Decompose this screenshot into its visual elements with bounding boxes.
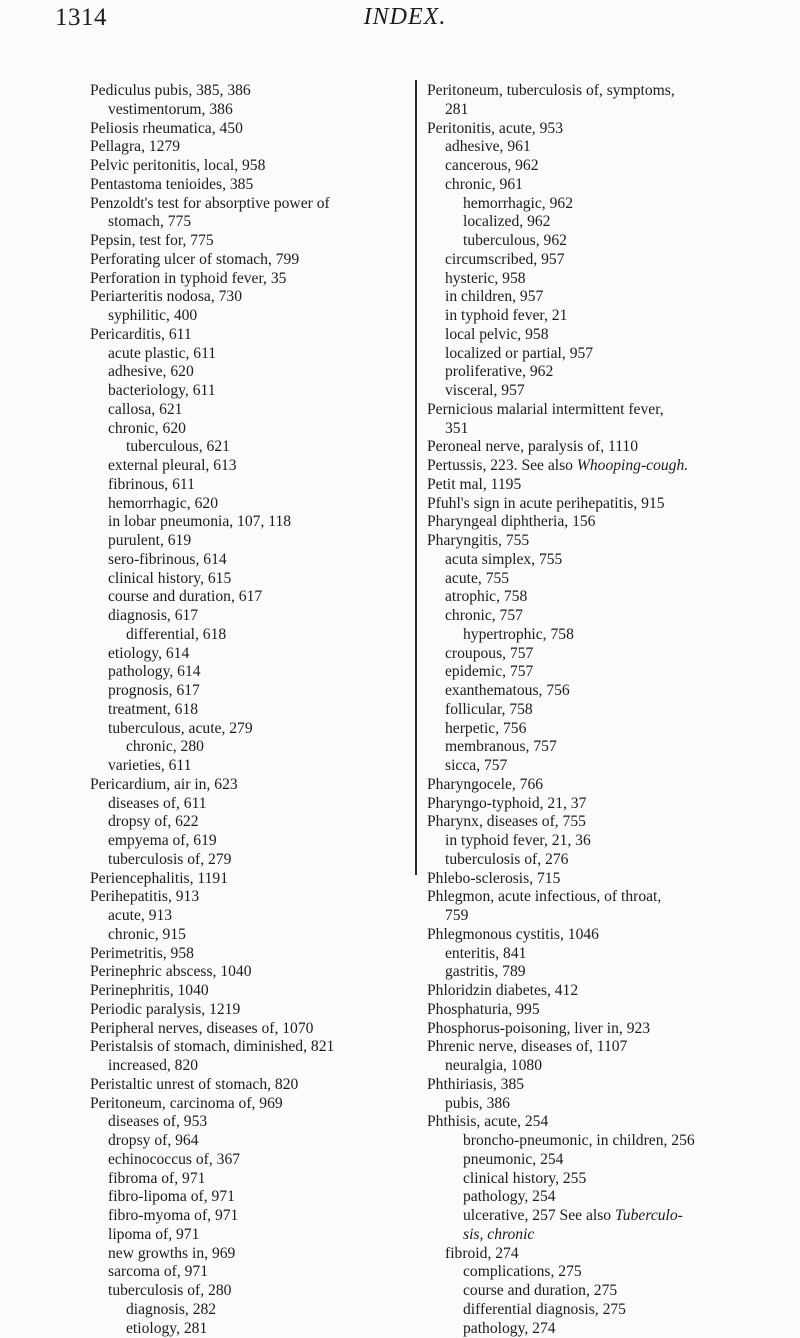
index-entry xyxy=(427,1132,757,1151)
index-entry xyxy=(90,363,420,382)
index-entry-text: acuta simplex, 755 xyxy=(445,551,562,568)
index-entry-text: lipoma of, 971 xyxy=(108,1226,199,1243)
index-entry xyxy=(90,551,420,570)
index-entry-text: clinical history, 615 xyxy=(108,570,231,587)
index-entry xyxy=(90,1188,420,1207)
index-entry-text: Peristaltic unrest of stomach, 820 xyxy=(90,1076,298,1093)
index-entry-text: Pertussis, 223. See also xyxy=(427,457,577,474)
index-entry-text: bacteriology, 611 xyxy=(108,382,216,399)
index-entry-text: purulent, 619 xyxy=(108,532,191,549)
index-entry xyxy=(90,1057,420,1076)
index-entry xyxy=(427,1245,757,1264)
index-entry xyxy=(90,570,420,589)
index-entry-text: Pharyngo-typhoid, 21, 37 xyxy=(427,795,586,812)
index-entry xyxy=(427,363,757,382)
index-entry xyxy=(427,326,757,345)
index-entry-text: neuralgia, 1080 xyxy=(445,1057,542,1074)
index-entry-text: Perihepatitis, 913 xyxy=(90,888,199,905)
index-entry-text: increased, 820 xyxy=(108,1057,198,1074)
index-entry xyxy=(427,1001,757,1020)
index-entry xyxy=(90,888,420,907)
index-entry xyxy=(90,457,420,476)
index-entry xyxy=(427,307,757,326)
index-entry xyxy=(90,720,420,739)
index-entry-text: local pelvic, 958 xyxy=(445,326,549,343)
index-entry-text: pneumonic, 254 xyxy=(463,1151,563,1168)
index-entry xyxy=(427,495,757,514)
index-entry-text: visceral, 957 xyxy=(445,382,525,399)
index-entry xyxy=(90,420,420,439)
index-entry xyxy=(427,382,757,401)
index-entry-text: chronic, 915 xyxy=(108,926,186,943)
index-entry xyxy=(427,232,757,251)
index-entry-text: Pelvic peritonitis, local, 958 xyxy=(90,157,265,174)
index-entry-text: Perinephritis, 1040 xyxy=(90,982,209,999)
index-entry xyxy=(427,926,757,945)
index-entry xyxy=(90,1038,420,1057)
index-entry xyxy=(427,832,757,851)
index-entry-text: fibrinous, 611 xyxy=(108,476,195,493)
index-entry xyxy=(90,588,420,607)
index-entry xyxy=(90,982,420,1001)
index-entry xyxy=(90,607,420,626)
index-entry xyxy=(90,757,420,776)
index-entry xyxy=(90,270,420,289)
index-entry-text: adhesive, 961 xyxy=(445,138,531,155)
index-entry xyxy=(90,1282,420,1301)
index-entry-text: hemorrhagic, 962 xyxy=(463,195,573,212)
index-entry xyxy=(427,870,757,889)
index-entry-text: callosa, 621 xyxy=(108,401,182,418)
index-entry-text: chronic, 757 xyxy=(445,607,523,624)
index-entry xyxy=(427,1170,757,1189)
index-entry-text: Phrenic nerve, diseases of, 1107 xyxy=(427,1038,627,1055)
index-entry-text: differential, 618 xyxy=(126,626,226,643)
index-entry-text: exanthematous, 756 xyxy=(445,682,570,699)
index-entry-text: chronic, 280 xyxy=(126,738,204,755)
index-entry xyxy=(427,738,757,757)
index-entry xyxy=(427,401,757,420)
index-entry-text: course and duration, 275 xyxy=(463,1282,617,1299)
index-entry-text: treatment, 618 xyxy=(108,701,198,718)
index-entry xyxy=(90,401,420,420)
index-entry-text: membranous, 757 xyxy=(445,738,557,755)
index-entry xyxy=(427,120,757,139)
index-entry xyxy=(90,1170,420,1189)
index-entry-text: Perinephric abscess, 1040 xyxy=(90,963,252,980)
index-entry-text: Penzoldt's test for absorptive power of xyxy=(90,195,330,212)
index-entry-text: Petit mal, 1195 xyxy=(427,476,521,493)
index-entry-text: hysteric, 958 xyxy=(445,270,526,287)
page-header xyxy=(55,0,755,40)
index-entry xyxy=(90,626,420,645)
index-entry-text: cancerous, 962 xyxy=(445,157,539,174)
index-entry-text: in children, 957 xyxy=(445,288,543,305)
index-entry-text: pubis, 386 xyxy=(445,1095,510,1112)
index-entry xyxy=(427,195,757,214)
index-entry xyxy=(90,1113,420,1132)
index-entry xyxy=(90,1207,420,1226)
index-entry-text: prognosis, 617 xyxy=(108,682,200,699)
index-entry-text: tuberculous, 621 xyxy=(126,438,230,455)
index-entry-text: herpetic, 756 xyxy=(445,720,526,737)
index-entry-text: Periarteritis nodosa, 730 xyxy=(90,288,242,305)
index-entry xyxy=(427,1038,757,1057)
index-column-right xyxy=(427,82,757,1338)
index-entry-text: hemorrhagic, 620 xyxy=(108,495,218,512)
index-entry xyxy=(427,795,757,814)
index-entry-text: Peroneal nerve, paralysis of, 1110 xyxy=(427,438,638,455)
index-entry xyxy=(427,345,757,364)
index-entry xyxy=(90,813,420,832)
index-entry xyxy=(427,963,757,982)
index-entry xyxy=(427,888,757,907)
index-entry xyxy=(427,1076,757,1095)
index-entry xyxy=(427,1095,757,1114)
index-entry xyxy=(427,1151,757,1170)
index-entry xyxy=(90,1263,420,1282)
index-entry xyxy=(90,1076,420,1095)
index-entry-text: chronic, 961 xyxy=(445,176,523,193)
index-entry-text: Peripheral nerves, diseases of, 1070 xyxy=(90,1020,313,1037)
index-entry xyxy=(90,1151,420,1170)
index-entry xyxy=(90,476,420,495)
index-entry-text: Pernicious malarial intermittent fever, xyxy=(427,401,664,418)
index-entry xyxy=(90,138,420,157)
cross-reference: Whooping-cough. xyxy=(577,457,688,474)
index-entry xyxy=(427,982,757,1001)
index-entry-text: Phosphorus-poisoning, liver in, 923 xyxy=(427,1020,650,1037)
index-entry xyxy=(90,120,420,139)
cross-reference: sis, chronic xyxy=(463,1226,534,1243)
index-entry-text: differential diagnosis, 275 xyxy=(463,1301,626,1318)
index-entry-text: new growths in, 969 xyxy=(108,1245,235,1262)
index-entry xyxy=(427,138,757,157)
index-entry-text: 281 xyxy=(445,101,468,118)
index-entry-text: empyema of, 619 xyxy=(108,832,217,849)
index-entry xyxy=(427,513,757,532)
index-entry xyxy=(90,1095,420,1114)
index-entry xyxy=(427,907,757,926)
index-entry-text: gastritis, 789 xyxy=(445,963,526,980)
page-number: 1314 xyxy=(55,4,107,32)
index-entry xyxy=(427,851,757,870)
index-entry-text: Phlegmonous cystitis, 1046 xyxy=(427,926,599,943)
index-entry-text: diseases of, 611 xyxy=(108,795,207,812)
index-entry xyxy=(427,570,757,589)
index-entry xyxy=(90,1245,420,1264)
index-entry-text: in lobar pneumonia, 107, 118 xyxy=(108,513,291,530)
cross-reference: Tuberculo- xyxy=(615,1207,683,1224)
index-entry-text: Perimetritis, 958 xyxy=(90,945,194,962)
index-entry-text: Peritoneum, tuberculosis of, symptoms, xyxy=(427,82,675,99)
index-entry xyxy=(90,157,420,176)
index-entry xyxy=(90,513,420,532)
index-entry-text: follicular, 758 xyxy=(445,701,533,718)
index-entry-text: vestimentorum, 386 xyxy=(108,101,233,118)
index-entry xyxy=(90,288,420,307)
index-entry-text: Phthisis, acute, 254 xyxy=(427,1113,548,1130)
index-entry-text: clinical history, 255 xyxy=(463,1170,586,1187)
index-entry xyxy=(427,1301,757,1320)
index-entry xyxy=(90,307,420,326)
index-entry-text: Pediculus pubis, 385, 386 xyxy=(90,82,251,99)
index-entry xyxy=(90,963,420,982)
index-entry xyxy=(427,176,757,195)
index-entry xyxy=(90,438,420,457)
index-entry xyxy=(90,907,420,926)
index-entry xyxy=(90,645,420,664)
index-entry xyxy=(427,626,757,645)
index-entry-text: Pfuhl's sign in acute perihepatitis, 915 xyxy=(427,495,665,512)
index-entry xyxy=(427,757,757,776)
index-entry xyxy=(90,232,420,251)
index-entry xyxy=(90,1020,420,1039)
index-entry-text: tuberculous, 962 xyxy=(463,232,567,249)
index-entry-text: chronic, 620 xyxy=(108,420,186,437)
index-entry-text: Pericarditis, 611 xyxy=(90,326,192,343)
index-entry-text: Peritonitis, acute, 953 xyxy=(427,120,563,137)
index-entry-text: Phloridzin diabetes, 412 xyxy=(427,982,578,999)
index-entry-text: external pleural, 613 xyxy=(108,457,237,474)
index-entry-text: broncho-pneumonic, in children, 256 xyxy=(463,1132,695,1149)
index-entry xyxy=(90,495,420,514)
index-entry xyxy=(427,457,757,476)
index-entry-text: tuberculosis of, 276 xyxy=(445,851,568,868)
index-entry xyxy=(427,213,757,232)
index-entry xyxy=(427,1057,757,1076)
index-entry xyxy=(90,82,420,101)
index-entry xyxy=(90,701,420,720)
index-entry-text: adhesive, 620 xyxy=(108,363,194,380)
index-entry xyxy=(90,926,420,945)
index-entry-text: sicca, 757 xyxy=(445,757,507,774)
index-entry-text: Pericardium, air in, 623 xyxy=(90,776,238,793)
index-entry-text: sero-fibrinous, 614 xyxy=(108,551,227,568)
index-entry-text: diagnosis, 617 xyxy=(108,607,198,624)
index-entry-text: acute plastic, 611 xyxy=(108,345,216,362)
index-entry-text: Phosphaturia, 995 xyxy=(427,1001,540,1018)
index-entry-text: Pellagra, 1279 xyxy=(90,138,180,155)
index-entry-text: 759 xyxy=(445,907,468,924)
index-entry xyxy=(427,1020,757,1039)
index-entry xyxy=(427,645,757,664)
index-entry-text: 351 xyxy=(445,420,468,437)
index-entry xyxy=(90,795,420,814)
index-entry xyxy=(427,551,757,570)
index-entry xyxy=(427,532,757,551)
index-entry-text: Pharyngeal diphtheria, 156 xyxy=(427,513,595,530)
index-entry-text: dropsy of, 964 xyxy=(108,1132,199,1149)
index-entry-text: tuberculosis of, 280 xyxy=(108,1282,231,1299)
index-entry xyxy=(427,288,757,307)
index-entry-text: Pharyngitis, 755 xyxy=(427,532,529,549)
index-entry xyxy=(427,270,757,289)
index-entry xyxy=(90,776,420,795)
index-entry-text: pathology, 274 xyxy=(463,1320,556,1337)
index-entry-text: enteritis, 841 xyxy=(445,945,526,962)
index-entry xyxy=(90,213,420,232)
index-entry xyxy=(90,870,420,889)
index-entry xyxy=(90,1001,420,1020)
index-entry xyxy=(90,1226,420,1245)
index-entry-text: localized, 962 xyxy=(463,213,550,230)
index-entry xyxy=(90,738,420,757)
index-entry xyxy=(427,1263,757,1282)
index-entry xyxy=(90,251,420,270)
index-entry-text: course and duration, 617 xyxy=(108,588,262,605)
index-entry xyxy=(427,101,757,120)
index-entry xyxy=(427,945,757,964)
index-entry xyxy=(427,776,757,795)
index-entry xyxy=(427,720,757,739)
index-entry-text: dropsy of, 622 xyxy=(108,813,199,830)
index-entry xyxy=(427,1226,757,1245)
index-entry xyxy=(427,813,757,832)
index-entry xyxy=(90,326,420,345)
index-entry-text: diagnosis, 282 xyxy=(126,1301,216,1318)
index-entry-text: Phlegmon, acute infectious, of throat, xyxy=(427,888,661,905)
index-entry-text: Perforating ulcer of stomach, 799 xyxy=(90,251,299,268)
index-entry-text: sarcoma of, 971 xyxy=(108,1263,208,1280)
index-entry-text: syphilitic, 400 xyxy=(108,307,197,324)
index-entry xyxy=(427,476,757,495)
index-entry xyxy=(427,607,757,626)
index-entry xyxy=(90,345,420,364)
index-entry xyxy=(427,1113,757,1132)
index-entry-text: pathology, 254 xyxy=(463,1188,556,1205)
index-entry xyxy=(427,420,757,439)
index-entry-text: tuberculous, acute, 279 xyxy=(108,720,253,737)
index-entry-text: Peristalsis of stomach, diminished, 821 xyxy=(90,1038,334,1055)
index-entry xyxy=(90,1320,420,1338)
index-entry-text: diseases of, 953 xyxy=(108,1113,207,1130)
index-entry-text: fibroma of, 971 xyxy=(108,1170,205,1187)
index-entry xyxy=(427,663,757,682)
index-entry-text: echinococcus of, 367 xyxy=(108,1151,240,1168)
index-entry xyxy=(90,945,420,964)
index-entry xyxy=(90,682,420,701)
index-entry-text: tuberculosis of, 279 xyxy=(108,851,231,868)
index-entry-text: fibroid, 274 xyxy=(445,1245,519,1262)
index-entry xyxy=(427,1207,757,1226)
index-entry xyxy=(90,663,420,682)
index-entry-text: Perforation in typhoid fever, 35 xyxy=(90,270,286,287)
running-head: INDEX. xyxy=(55,4,755,31)
index-entry xyxy=(90,1132,420,1151)
index-entry-text: Phthiriasis, 385 xyxy=(427,1076,524,1093)
index-entry-text: Peliosis rheumatica, 450 xyxy=(90,120,243,137)
index-entry xyxy=(90,851,420,870)
column-divider xyxy=(415,80,417,875)
index-entry xyxy=(427,438,757,457)
index-entry-text: fibro-lipoma of, 971 xyxy=(108,1188,235,1205)
index-entry xyxy=(427,82,757,101)
index-entry-text: in typhoid fever, 21 xyxy=(445,307,567,324)
index-entry xyxy=(427,157,757,176)
index-entry-text: acute, 755 xyxy=(445,570,509,587)
index-entry-text: acute, 913 xyxy=(108,907,172,924)
index-entry-text: Pentastoma tenioides, 385 xyxy=(90,176,253,193)
index-entry-text: Pharynx, diseases of, 755 xyxy=(427,813,586,830)
index-entry-text: Peritoneum, carcinoma of, 969 xyxy=(90,1095,283,1112)
index-entry-text: proliferative, 962 xyxy=(445,363,553,380)
index-entry-text: ulcerative, 257 See also xyxy=(463,1207,615,1224)
index-entry xyxy=(90,176,420,195)
index-entry-text: epidemic, 757 xyxy=(445,663,533,680)
index-entry-text: fibro-myoma of, 971 xyxy=(108,1207,238,1224)
index-entry-text: hypertrophic, 758 xyxy=(463,626,574,643)
index-entry-text: etiology, 281 xyxy=(126,1320,207,1337)
index-entry xyxy=(427,1188,757,1207)
index-entry-text: Phlebo-sclerosis, 715 xyxy=(427,870,560,887)
index-column-left xyxy=(90,82,420,1338)
index-entry xyxy=(427,1282,757,1301)
index-entry-text: etiology, 614 xyxy=(108,645,189,662)
index-entry-text: circumscribed, 957 xyxy=(445,251,565,268)
index-entry xyxy=(90,1301,420,1320)
index-entry-text: localized or partial, 957 xyxy=(445,345,593,362)
index-entry xyxy=(90,382,420,401)
index-entry-text: atrophic, 758 xyxy=(445,588,527,605)
index-entry xyxy=(427,588,757,607)
index-entry xyxy=(90,195,420,214)
index-entry xyxy=(427,1320,757,1338)
index-entry-text: varieties, 611 xyxy=(108,757,191,774)
index-entry xyxy=(90,832,420,851)
index-entry-text: Periencephalitis, 1191 xyxy=(90,870,228,887)
index-entry-text: Pharyngocele, 766 xyxy=(427,776,543,793)
index-entry-text: pathology, 614 xyxy=(108,663,201,680)
index-entry-text: complications, 275 xyxy=(463,1263,582,1280)
index-entry-text: in typhoid fever, 21, 36 xyxy=(445,832,591,849)
index-entry-text: Periodic paralysis, 1219 xyxy=(90,1001,240,1018)
index-entry-text: stomach, 775 xyxy=(108,213,191,230)
index-entry-text: croupous, 757 xyxy=(445,645,533,662)
index-entry xyxy=(427,251,757,270)
index-entry xyxy=(90,101,420,120)
index-entry xyxy=(427,682,757,701)
index-entry xyxy=(90,532,420,551)
index-entry-text: Pepsin, test for, 775 xyxy=(90,232,214,249)
index-entry xyxy=(427,701,757,720)
